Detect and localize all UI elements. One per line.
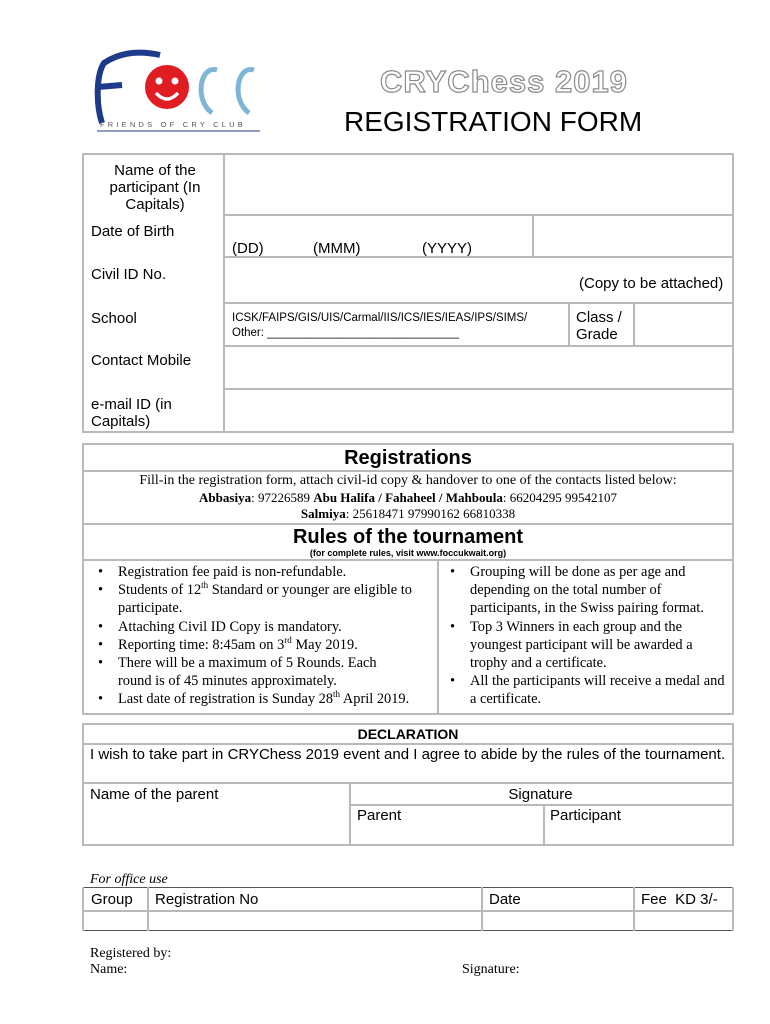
mobile-input[interactable] (226, 348, 731, 387)
divider (82, 523, 734, 525)
divider (82, 930, 734, 931)
registration-no-input[interactable] (150, 913, 479, 929)
event-title: CRYChess 2019 (380, 64, 628, 99)
mobile-label: Contact Mobile (91, 352, 192, 369)
divider (82, 782, 734, 784)
divider (543, 804, 545, 846)
group-input[interactable] (85, 913, 145, 929)
signature-label: Signature (508, 786, 573, 803)
divider (82, 153, 84, 433)
divider (82, 153, 734, 155)
registered-signature-label: Signature: (462, 962, 520, 977)
name-label: Name of the participant (In Capitals) (109, 162, 201, 213)
divider (82, 713, 734, 715)
rule-text: Attaching Civil ID Copy is mandatory. (118, 618, 342, 635)
class-label: Class / Grade (576, 309, 622, 343)
rules-left-list (90, 563, 435, 709)
divider (732, 887, 734, 931)
divider (82, 723, 734, 725)
divider (82, 910, 734, 912)
list-item (90, 654, 435, 690)
rule-sup: rd (284, 635, 292, 646)
logo-tagline: FRIENDS OF CRY CLUB (100, 120, 246, 129)
list-item (90, 618, 435, 636)
contacts-line-2 (82, 506, 734, 522)
form-title: REGISTRATION FORM (344, 106, 643, 137)
list-item (442, 618, 727, 673)
salmiya-numbers: : 25618471 97990162 66810338 (345, 506, 516, 521)
dob-mmm-input[interactable]: (MMM) (313, 240, 361, 257)
rule-text: Top 3 Winners in each group and the youngest participant will be awarded a trophy and a certificate. (470, 618, 693, 672)
civil-id-input[interactable] (226, 259, 576, 301)
registered-name-label: Name: (90, 962, 128, 977)
parent-name-input[interactable] (86, 806, 346, 842)
registrations-instruction: Fill-in the registration form, attach civil-id copy & handover to one of the contacts listed below: (139, 473, 677, 488)
divider (82, 431, 734, 433)
school-options: ICSK/FAIPS/GIS/UIS/Carmal/IIS/ICS/IES/IEAS/IPS/SIMS/ (232, 312, 528, 324)
divider (223, 153, 225, 433)
divider (82, 844, 734, 846)
rule-text: There will be a maximum of 5 Rounds. Each round is of 45 minutes approximately. (118, 655, 377, 690)
list-item (442, 672, 727, 708)
divider (349, 804, 734, 806)
divider (82, 470, 734, 472)
rule-text: Standard or younger are eligible to participate. (118, 582, 412, 617)
parent-signature-input[interactable] (352, 826, 540, 843)
list-item (90, 690, 435, 708)
divider (568, 302, 570, 347)
fee-label: Fee KD 3/- (641, 891, 718, 908)
divider (225, 388, 734, 390)
divider (437, 559, 439, 713)
divider (82, 887, 84, 931)
participant-signature-input[interactable] (546, 826, 731, 843)
abbasiya-numbers: : 97226589 (251, 490, 314, 505)
abu-halifa-numbers: : 66204295 99542107 (502, 490, 617, 505)
divider (225, 345, 734, 347)
registered-by-label: Registered by: (90, 946, 172, 961)
registrations-title: Registrations (344, 447, 472, 469)
rules-subtitle: (for complete rules, visit www.foccukwait.org) (309, 548, 507, 558)
parent-name-label: Name of the parent (90, 786, 219, 803)
date-label: Date (489, 891, 521, 908)
rules-right-list (442, 563, 727, 709)
divider (732, 523, 734, 715)
list-item (90, 563, 435, 581)
divider (82, 523, 84, 715)
participant-signature-label: Participant (550, 807, 621, 824)
school-label: School (91, 310, 137, 327)
date-input[interactable] (484, 913, 631, 929)
logo (82, 45, 277, 140)
rule-text: Registration fee paid is non-refundable. (118, 564, 347, 580)
divider (633, 302, 635, 347)
rule-text: Students of 12 (118, 582, 202, 599)
divider (532, 214, 534, 258)
dob-label: Date of Birth (91, 223, 175, 240)
registration-no-label: Registration No (155, 891, 259, 908)
divider (732, 153, 734, 433)
divider (82, 887, 734, 888)
rule-sup: th (333, 689, 341, 700)
divider (82, 443, 734, 445)
list-item (90, 581, 435, 617)
parent-signature-label: Parent (357, 807, 402, 824)
salmiya-label: Salmiya (300, 506, 346, 521)
list-item (90, 636, 435, 654)
abbasiya-label: Abbasiya (199, 490, 252, 505)
civil-id-note: (Copy to be attached) (579, 275, 724, 292)
class-input[interactable] (636, 305, 731, 345)
civil-id-label: Civil ID No. (91, 266, 167, 283)
rule-text: April 2019. (340, 691, 410, 708)
divider (225, 302, 734, 304)
rule-text: Last date of registration is Sunday 28 (118, 691, 334, 708)
divider (82, 559, 734, 561)
office-use-title: For office use (90, 872, 168, 887)
rules-title: Rules of the tournament (292, 526, 523, 548)
rule-text: Reporting time: 8:45am on 3 (118, 636, 285, 653)
dob-yyyy-input[interactable]: (YYYY) (422, 240, 473, 257)
declaration-title: DECLARATION (357, 726, 459, 742)
rule-text: All the participants will receive a medal and a certificate. (470, 673, 725, 708)
list-item (442, 563, 727, 618)
abu-halifa-label: Abu Halifa / Fahaheel / Mahboula (313, 490, 503, 505)
rule-text: May 2019. (291, 636, 358, 653)
email-input[interactable] (226, 391, 731, 430)
fee-input[interactable] (636, 913, 730, 929)
rule-sup: th (201, 580, 209, 591)
divider (82, 743, 734, 745)
rule-text: Grouping will be done as per age and depending on the total number of participants, in the Swiss pairing format. (470, 564, 704, 617)
group-label: Group (91, 891, 133, 908)
email-label: e-mail ID (in Capitals) (91, 396, 172, 430)
name-input[interactable] (226, 156, 731, 213)
divider (481, 887, 483, 931)
dob-dd-input[interactable]: (DD) (232, 240, 264, 257)
divider (633, 887, 635, 931)
divider (225, 214, 734, 216)
school-other-input[interactable]: Other: ______________________________ (232, 327, 460, 339)
contacts-line-1 (82, 490, 734, 506)
divider (225, 256, 734, 258)
declaration-text: I wish to take part in CRYChess 2019 event and I agree to abide by the rules of the tournament. (90, 746, 726, 763)
divider (147, 887, 149, 931)
